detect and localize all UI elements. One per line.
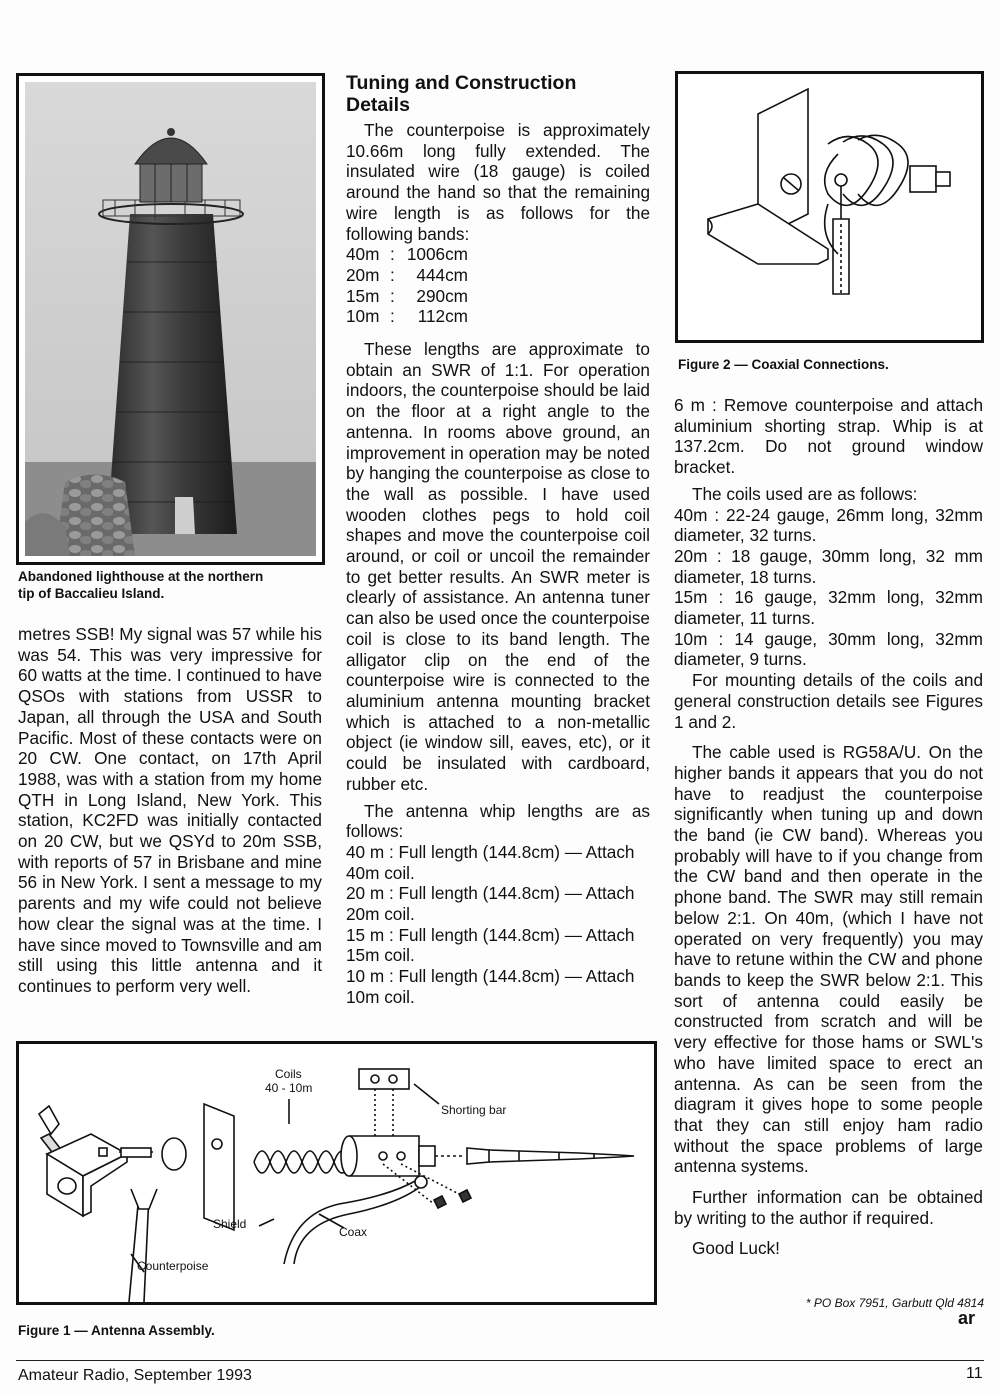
author-address: * PO Box 7951, Garbutt Qld 4814: [805, 1296, 984, 1310]
coil-list: [674, 505, 983, 671]
cable-paragraph: The cable used is RG58A/U. On the higher bands it appears that you do not have to readjust the counterpoise significantly when tuning up and down the band (ie CW band). Whereas you probably will have to if you change from the CW band and then operate in the phone band. The SWR may still remain below 2:1. On 40m, (which I have not operated on very frequently) you may have to retune within the CW and phone bands to keep the SWR below 2:1. This sort of antenna could easily be constructed from scratch and will be very effective for those hams or SWL's who have limited space to erect an antenna. As can be seen from the diagram it gives hope to some people that they can still enjoy ham radio without the space problems of large antenna systems.: [674, 742, 983, 1177]
whip-row: 40 m : Full length (144.8cm) — Attach 40m coil.: [346, 841, 635, 883]
photo-caption-line2: tip of Baccalieu Island.: [18, 586, 165, 601]
figure-1-diagram: [19, 1044, 654, 1302]
band-row: [346, 306, 650, 327]
whip-row: 10 m : Full length (144.8cm) — Attach 10m coil.: [346, 966, 635, 1007]
heading-line-2: Details: [346, 94, 410, 116]
figure-1-caption: Figure 1 — Antenna Assembly.: [18, 1323, 215, 1338]
band-row: [346, 244, 650, 265]
section-heading: [346, 72, 650, 116]
band-sep: :: [390, 264, 395, 285]
figure-2-diagram: [678, 74, 981, 340]
lighthouse-photo-frame: [16, 73, 325, 565]
heading-line-1: Tuning and Construction: [346, 72, 577, 94]
band-sep: :: [390, 244, 395, 265]
six-metre-paragraph: 6 m : Remove counterpoise and attach aluminium shorting strap. Whip is at 137.2cm. Do not ground window bracket.: [674, 395, 983, 478]
column-1-text: [18, 624, 322, 997]
footer-page-number: 11: [966, 1365, 983, 1382]
whip-intro-paragraph: The antenna whip lengths are as follows:: [346, 800, 650, 842]
coil-row: 20m : 18 gauge, 30mm long, 32 mm diameter, 18 turns.: [674, 545, 983, 587]
column-2-text: [346, 72, 650, 1008]
band-row: [346, 265, 650, 286]
label-coils: Coils: [275, 1067, 302, 1081]
whip-row: 20 m : Full length (144.8cm) — Attach 20m coil.: [346, 883, 635, 925]
further-info-paragraph: Further information can be obtained by writing to the author if required.: [674, 1187, 983, 1228]
label-shorting-bar: Shorting bar: [441, 1103, 507, 1117]
coil-row: 15m : 16 gauge, 32mm long, 32mm diameter, 11 turns.: [674, 587, 983, 629]
counterpoise-paragraph: The counterpoise is approximately 10.66m long fully extended. The insulated wire (18 gauge) is coiled around the hand so that the remaining wire length is as follows for the following bands:: [346, 120, 650, 244]
band-label: 40m: [346, 244, 380, 265]
band-length: 290cm: [416, 285, 468, 306]
figure-1-frame: [16, 1041, 657, 1305]
footer-rule: [16, 1360, 984, 1361]
whip-lengths-list: [346, 842, 650, 1008]
column-1-paragraph: metres SSB! My signal was 57 while his was 54. This was very impressive for 60 watts at the time. I continued to have QSOs with stations from USSR to Japan, all through the USA and South Pacific. Most of these contacts were on 20 CW. One contact, on 17th April 1988, was with a station from my home QTH in Long Island, New York. This station, KC2FD was initially contacted on 20 CW, but we QSYd to 20m SSB, with reports of 57 in Brisbane and mine 56 in New York. I sent a message to my parents and my wife could not believe how clear the signal was at the time. I have since moved to Townsville and am still using this little antenna and it continues to perform very well.: [18, 624, 322, 996]
end-mark: ar: [958, 1308, 976, 1328]
band-sep: :: [390, 285, 395, 306]
photo-caption-line1: Abandoned lighthouse at the northern: [18, 569, 264, 584]
figure-2-frame: [675, 71, 984, 343]
band-length: 112cm: [417, 306, 468, 327]
lighthouse-photo: [25, 82, 316, 556]
band-length: 1006cm: [406, 244, 468, 265]
band-sep: :: [390, 306, 395, 327]
signoff: Good Luck!: [692, 1238, 780, 1259]
band-label: 15m: [346, 285, 380, 306]
column-3-text: [674, 395, 983, 1259]
photo-caption: [18, 568, 328, 602]
band-label: 10m: [346, 306, 380, 327]
coils-intro: The coils used are as follows:: [692, 483, 918, 504]
band-length: 444cm: [416, 264, 468, 285]
mounting-paragraph: For mounting details of the coils and general construction details see Figures 1 and 2.: [674, 670, 983, 732]
whip-row: 15 m : Full length (144.8cm) — Attach 15m coil.: [346, 924, 635, 966]
coil-row: 40m : 22-24 gauge, 26mm long, 32mm diameter, 32 turns.: [674, 504, 983, 546]
label-shield: Shield: [213, 1217, 247, 1231]
label-counterpoise: Counterpoise: [137, 1259, 209, 1273]
band-label: 20m: [346, 264, 380, 285]
label-coax: Coax: [339, 1225, 368, 1239]
coil-row: 10m : 14 gauge, 30mm long, 32mm diameter, 9 turns.: [674, 628, 983, 670]
label-coils-range: 40 - 10m: [265, 1081, 313, 1095]
figure-2-caption: Figure 2 — Coaxial Connections.: [678, 357, 889, 372]
band-lengths-list: [346, 244, 650, 327]
footer-publication: Amateur Radio, September 1993: [18, 1367, 252, 1384]
band-row: [346, 286, 650, 307]
swr-paragraph: These lengths are approximate to obtain an SWR of 1:1. For operation indoors, the counterpoise should be laid on the floor at a right angle to the antenna. In rooms above ground, an improvement in operation may be noted by hanging the counterpoise as close to the wall as possible. I have used wooden clothes pegs to hold coil shapes and move the counterpoise coil around, or coil or uncoil the remainder to get better results. An SWR meter is clearly of assistance. An antenna tuner can also be used once the counterpoise coil is close to its band length. The alligator clip on the end of the counterpoise wire is connected to the aluminium antenna mounting bracket which is attached to a non-metallic object (ie window sill, eaves, etc), or it could be insulated with cardboard, rubber etc.: [346, 339, 650, 794]
